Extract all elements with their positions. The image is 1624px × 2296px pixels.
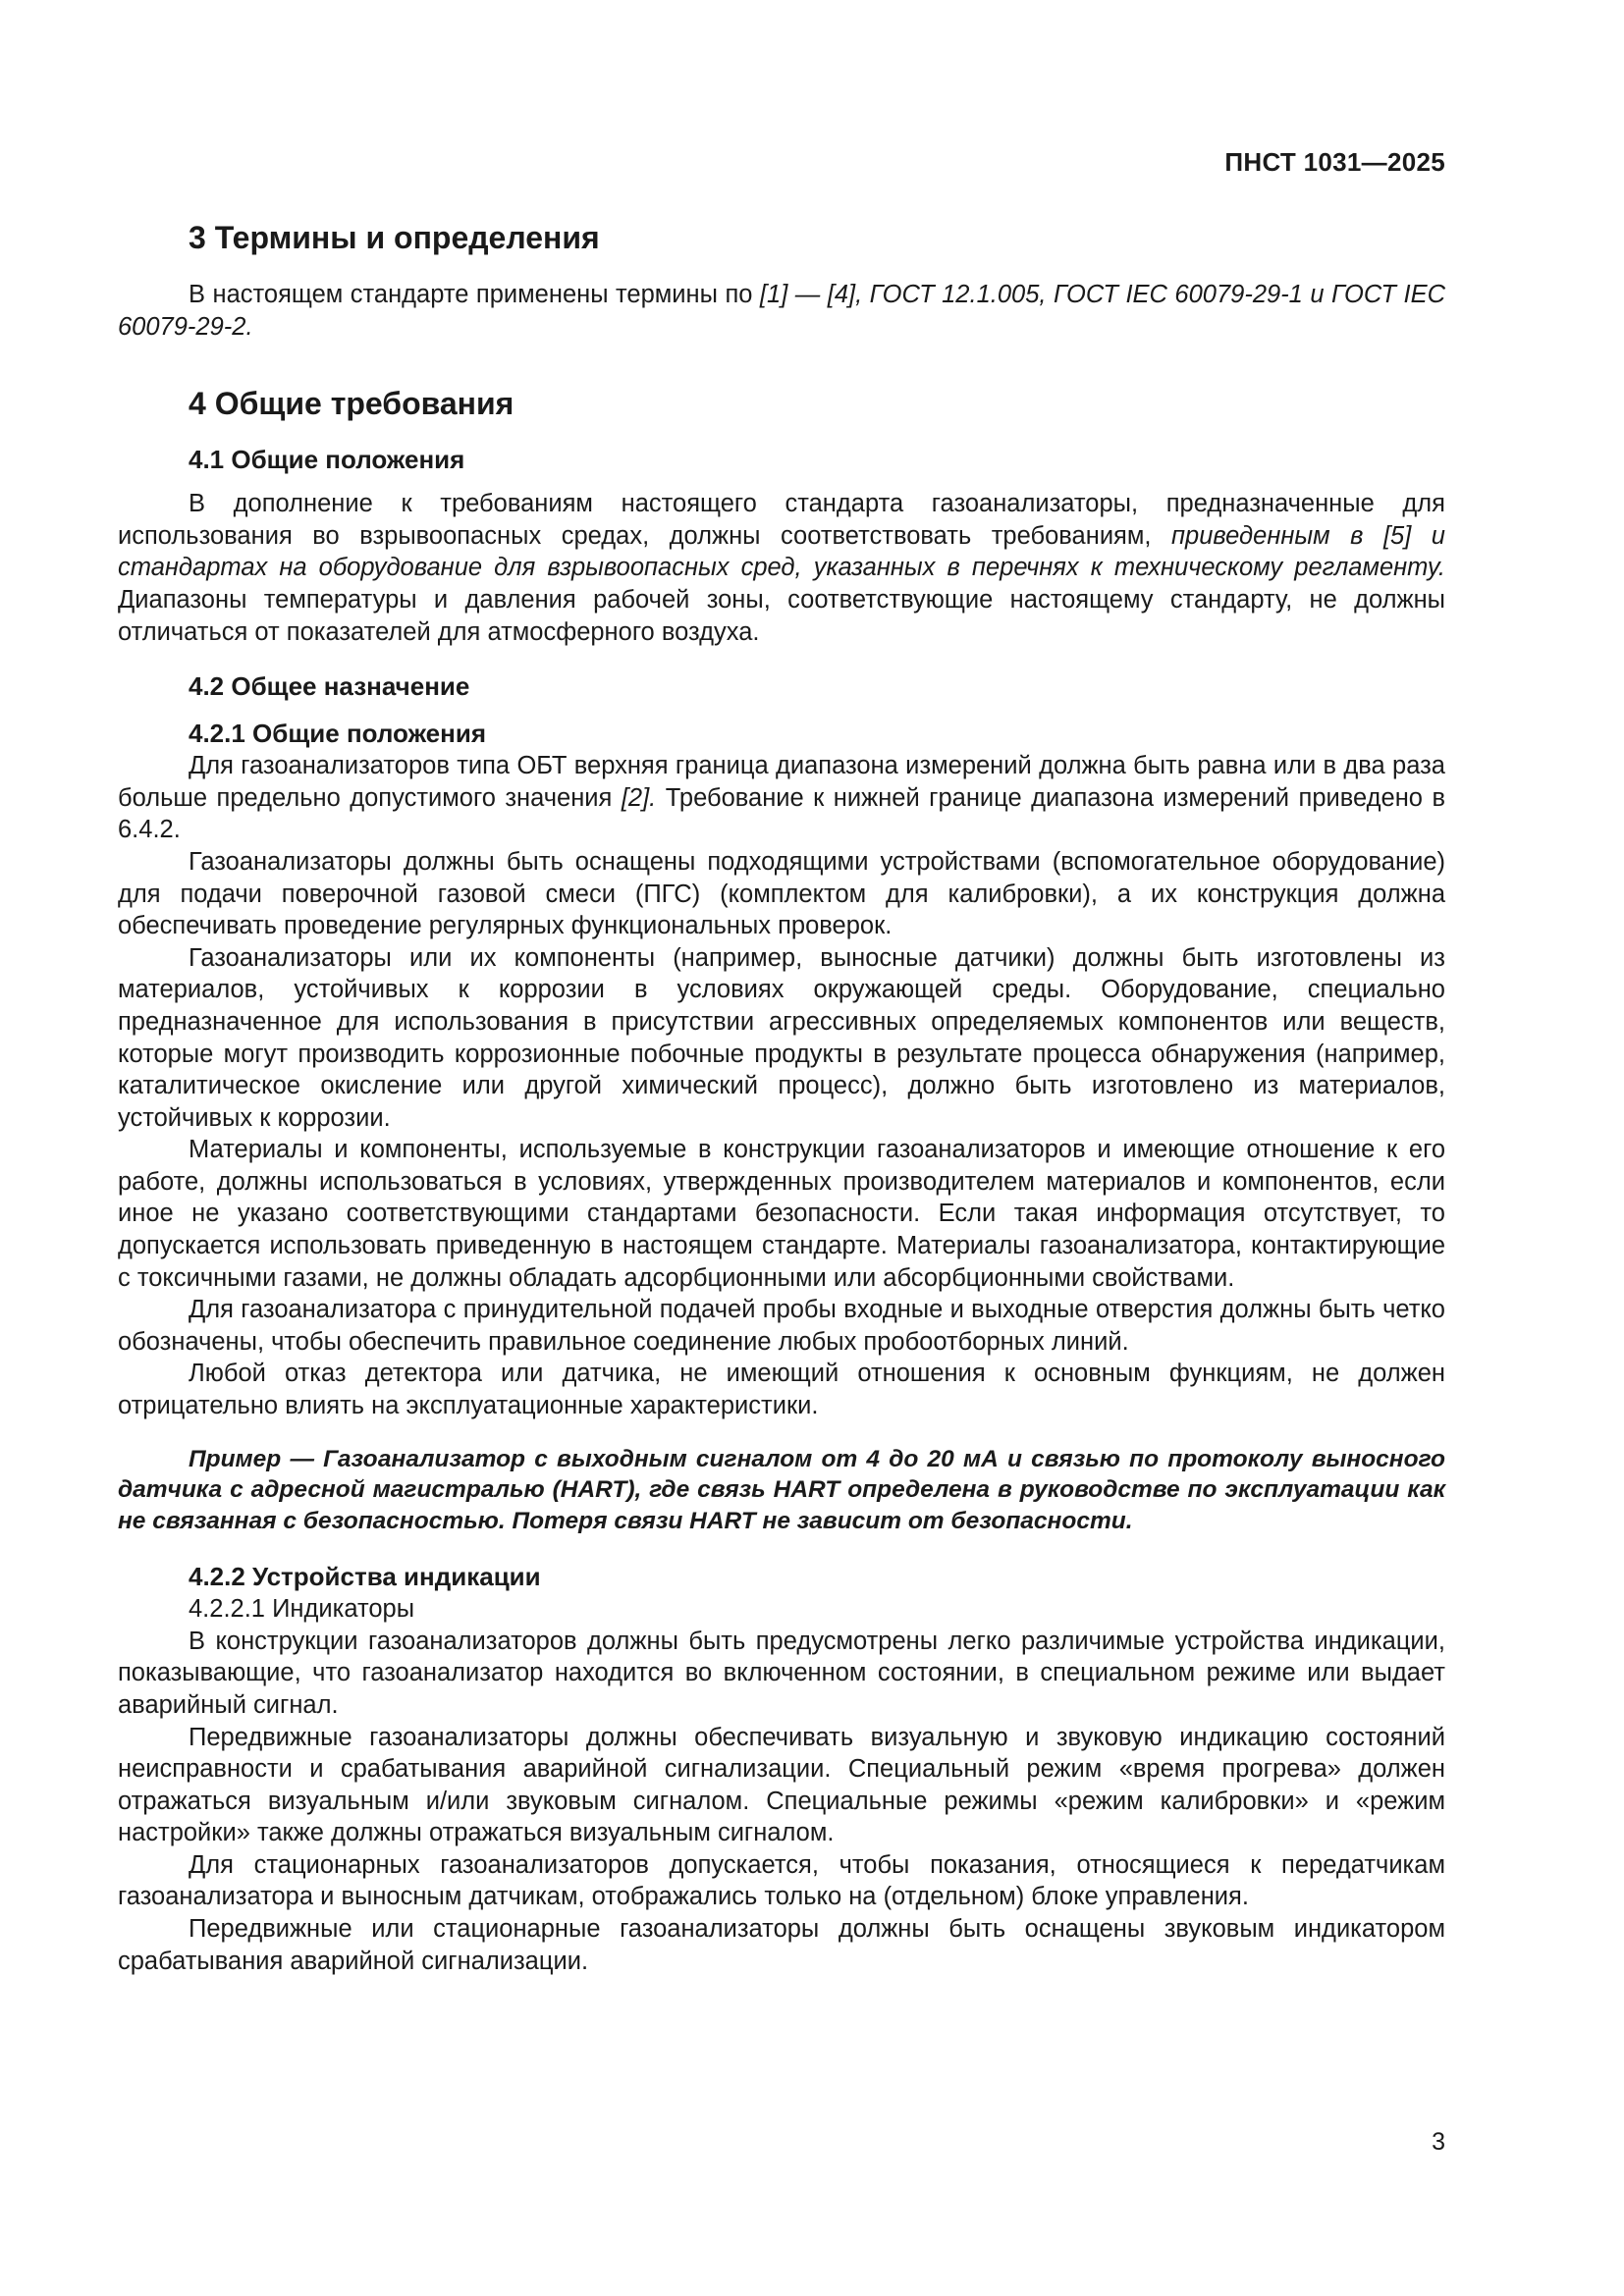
section-3-paragraph	[118, 279, 1445, 343]
paragraph-text: Требование к нижней границе диапазона измерений приведено в 6.4.2.	[118, 783, 1445, 844]
clause-4-2-2-1-title: 4.2.2.1 Индикаторы	[189, 1595, 415, 1624]
section-4-1-text-end: Диапазоны температуры и давления рабочей зоны, соответствующие настоящему стандарту, не должны отличаться от показателей для атмосферного воздуха.	[118, 585, 1445, 646]
section-4-title: 4 Общие требования	[189, 386, 514, 422]
section-4-1-references: приведенным в [5] и стандартах на оборудование для взрывоопасных сред, указанных в перечнях к техническому регламенту.	[118, 521, 1445, 582]
section-4-2-2-paragraph-3: Для стационарных газоанализаторов допускается, чтобы показания, относящиеся к передатчикам газоанализатора и выносным датчикам, отображались только на (отдельном) блоке управления.	[118, 1850, 1445, 1911]
standard-code: ПНСТ 1031—2025	[1224, 147, 1445, 177]
section-4-2-1-paragraph-5: Для газоанализатора с принудительной подачей пробы входные и выходные отверстия должны быть четко обозначены, чтобы обеспечить правильное соединение любых пробоотборных линий.	[118, 1296, 1445, 1356]
section-4-2-2-title: 4.2.2 Устройства индикации	[189, 1562, 541, 1592]
section-4-1-paragraph	[118, 488, 1445, 648]
reference-2: [2].	[621, 783, 657, 812]
section-4-2-1-paragraph-2: Газоанализаторы должны быть оснащены подходящими устройствами (вспомогательное оборудование) для подачи поверочной газовой смеси (ПГС) (комплектом для калибровки), а их конструкция должна обеспечивать проведение регулярных функциональных проверок.	[118, 847, 1445, 940]
section-4-2-1-title: 4.2.1 Общие положения	[189, 719, 486, 749]
section-4-2-2-paragraph-2: Передвижные газоанализаторы должны обеспечивать визуальную и звуковую индикацию состояний неисправности и срабатывания аварийной сигнализации. Специальный режим «время прогрева» должен отражаться визуальным и/или звуковым сигналом. Специальные режимы «режим калибровки» и «режим настройки» также должны отражаться визуальным сигналом.	[118, 1723, 1445, 1847]
section-3-text: В настоящем стандарте применены термины по	[189, 281, 760, 308]
section-4-2-1-paragraph-6: Любой отказ детектора или датчика, не имеющий отношения к основным функциям, не должен отрицательно влиять на эксплуатационные характеристики.	[118, 1360, 1445, 1420]
section-4-2-title: 4.2 Общее назначение	[189, 671, 470, 702]
section-4-2-1-paragraph-4: Материалы и компоненты, используемые в конструкции газоанализаторов и имеющие отношение к его работе, должны использоваться в условиях, утвержденных производителем материалов и компонентов, если иное не указано соответствующими стандартами безопасности. Если такая информация отсутствует, то допускается использовать приведенную в настоящем стандарте. Материалы газоанализатора, контактирующие с токсичными газами, не должны обладать адсорбционными или абсорбционными свойствами.	[118, 1136, 1445, 1292]
section-3-title: 3 Термины и определения	[189, 220, 600, 255]
section-4-2-2-paragraph-4: Передвижные или стационарные газоанализаторы должны быть оснащены звуковым индикатором срабатывания аварийной сигнализации.	[118, 1915, 1445, 1975]
section-4-2-2-paragraph-1: В конструкции газоанализаторов должны быть предусмотрены легко различимые устройства индикации, показывающие, что газоанализатор находится во включенном состоянии, в специальном режиме или выдает аварийный сигнал.	[118, 1627, 1445, 1719]
section-4-1-title: 4.1 Общие положения	[189, 445, 465, 475]
document-body	[118, 218, 1445, 1977]
section-3-references: [1] — [4], ГОСТ 12.1.005, ГОСТ IEC 60079-29-1 и ГОСТ IEC 60079-29-2.	[118, 281, 1445, 341]
page-number: 3	[1432, 2128, 1445, 2156]
example-note: Пример — Газоанализатор с выходным сигналом от 4 до 20 мА и связью по протоколу выносного датчика с адресной магистралью (HART), где связь HART определена в руководстве по эксплуатации как не связанная с безопасностью. Потеря связи HART не зависит от безопасности.	[118, 1445, 1445, 1534]
section-4-2-1-paragraph-1	[118, 750, 1445, 846]
paragraph-text: Для газоанализаторов типа ОБТ верхняя граница диапазона измерений должна быть равна или в два раза больше предельно допустимого значения	[118, 752, 1445, 812]
section-4-2-1-paragraph-3: Газоанализаторы или их компоненты (например, выносные датчики) должны быть изготовлены из материалов, устойчивых к коррозии в условиях окружающей среды. Оборудование, специально предназначенное для использования в присутствии агрессивных определяемых компонентов или веществ, которые могут производить коррозионные побочные продукты в результате процесса обнаружения (например, каталитическое окисление или другой химический процесс), должно быть изготовлено из материалов, устойчивых к коррозии.	[118, 943, 1445, 1132]
section-4-1-text-start: В дополнение к требованиям настоящего стандарта газоанализаторы, предназначенные для использования во взрывоопасных средах, должны соответствовать требованиям,	[118, 490, 1445, 550]
